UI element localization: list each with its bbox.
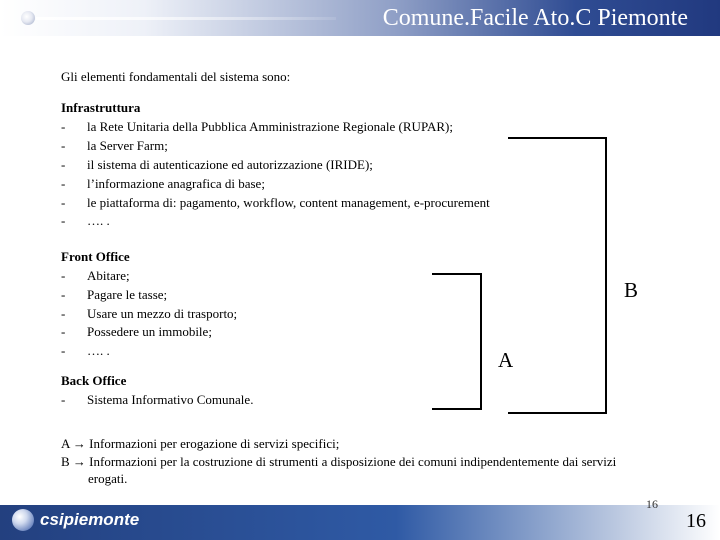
bracket-a-top (432, 273, 482, 275)
list-dash: - (61, 287, 66, 302)
legend-b-continued: erogati. (88, 471, 128, 486)
infrastruttura-item: …. . (87, 213, 110, 228)
list-dash: - (61, 195, 66, 210)
csi-logo-text: csipiemonte (40, 510, 140, 529)
front-office-item: Pagare le tasse; (87, 287, 168, 302)
list-dash: - (61, 119, 66, 134)
infrastruttura-item: la Server Farm; (87, 138, 168, 153)
list-dash: - (61, 176, 66, 191)
list-dash: - (61, 157, 66, 172)
front-office-item: …. . (87, 343, 110, 358)
infrastruttura-item: il sistema di autenticazione ed autorizzazione (IRIDE); (87, 157, 373, 172)
list-dash: - (61, 343, 66, 358)
bracket-b-label: B (624, 278, 639, 302)
back-office-heading: Back Office (61, 373, 127, 388)
list-dash: - (61, 138, 66, 153)
bracket-a-side (480, 273, 482, 410)
bracket-b-bottom (508, 412, 607, 414)
header-bullet-icon (21, 11, 35, 25)
header-decor-line (36, 17, 336, 20)
bracket-a-bottom (432, 408, 482, 410)
presentation-title: Comune.Facile Ato.C Piemonte (382, 5, 688, 31)
infrastruttura-heading: Infrastruttura (61, 100, 141, 115)
infrastruttura-item: l’informazione anagrafica di base; (87, 176, 265, 191)
list-dash: - (61, 306, 66, 321)
front-office-heading: Front Office (61, 249, 130, 264)
list-dash: - (61, 392, 66, 407)
page-number-small: 16 (646, 497, 658, 511)
csi-logo-icon (12, 509, 34, 531)
list-dash: - (61, 213, 66, 228)
intro-text: Gli elementi fondamentali del sistema sono: (61, 69, 291, 84)
infrastruttura-item: la Rete Unitaria della Pubblica Amministrazione Regionale (RUPAR); (87, 119, 453, 134)
page-number: 16 (686, 510, 706, 532)
infrastruttura-item: le piattaforma di: pagamento, workflow, content management, e-procurement (87, 195, 490, 210)
legend-b: B → Informazioni per la costruzione di strumenti a disposizione dei comuni indipendentemente dai servizi (61, 454, 617, 469)
front-office-item: Usare un mezzo di trasporto; (87, 306, 238, 321)
bracket-b-top (508, 137, 607, 139)
list-dash: - (61, 324, 66, 339)
bracket-a-label: A (498, 348, 514, 372)
legend-a: A → Informazioni per erogazione di servizi specifici; (61, 436, 340, 451)
bracket-b-side (605, 137, 607, 414)
list-dash: - (61, 268, 66, 283)
front-office-item: Abitare; (87, 268, 130, 283)
back-office-item: Sistema Informativo Comunale. (87, 392, 254, 407)
front-office-item: Possedere un immobile; (87, 324, 212, 339)
